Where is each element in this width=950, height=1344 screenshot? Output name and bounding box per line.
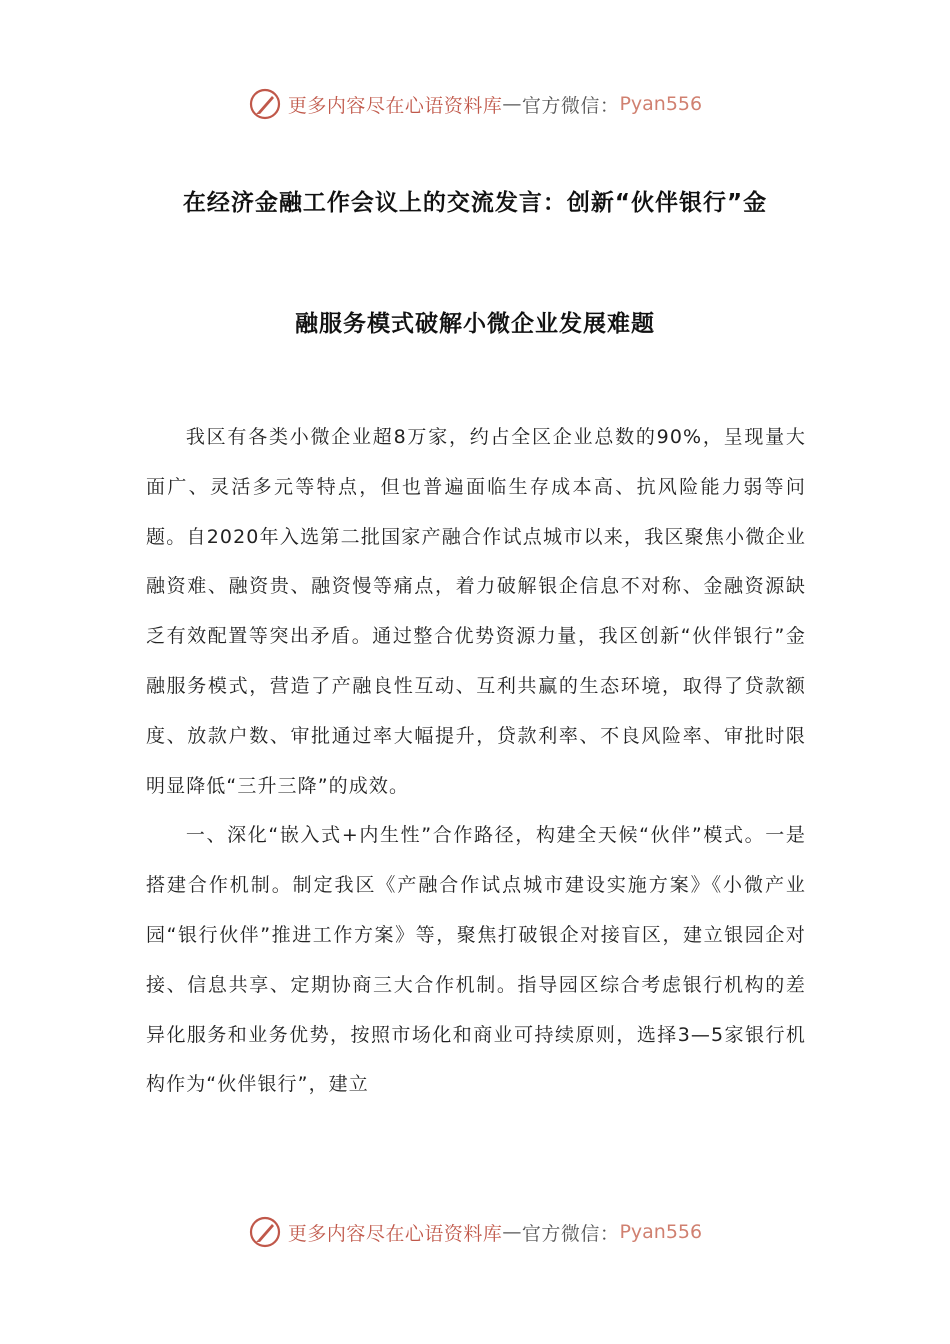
document-title-line-2: 融服务模式破解小微企业发展难题	[295, 311, 655, 337]
watermark-wechat-label: 官方微信：	[521, 1222, 620, 1245]
watermark-separator: —	[502, 93, 522, 115]
watermark-banner-top	[0, 84, 950, 124]
watermark-separator: —	[502, 1221, 522, 1243]
document-body	[146, 413, 806, 1110]
watermark-text: 更多内容尽在心语资料库	[287, 94, 503, 117]
watermark-wechat-id: Pyan556	[619, 1221, 703, 1243]
paragraph-intro: 我区有各类小微企业超8万家，约占全区企业总数的90%，呈现量大面广、灵活多元等特点，但也普遍面临生存成本高、抗风险能力弱等问题。自2020年入选第二批国家产融合作试点城市以来，我区聚焦小微企业融资难、融资贵、融资慢等痛点，着力破解银企信息不对称、金融资源缺乏有效配置等突出矛盾。通过整合优势资源力量，我区创新“伙伴银行”金融服务模式，营造了产融良性互动、互利共赢的生态环境，取得了贷款额度、放款户数、审批通过率大幅提升，贷款利率、不良风险率、审批时限明显降低“三升三降”的成效。	[146, 426, 806, 797]
pen-logo-icon	[248, 1215, 282, 1249]
watermark-wechat-label: 官方微信：	[521, 94, 620, 117]
document-title-line-1: 在经济金融工作会议上的交流发言：创新“伙伴银行”金	[182, 190, 768, 216]
watermark-banner-bottom	[0, 1212, 950, 1252]
watermark-wechat-id: Pyan556	[619, 93, 703, 115]
pen-logo-icon	[248, 87, 282, 121]
watermark-text: 更多内容尽在心语资料库	[287, 1222, 503, 1245]
paragraph-section-1: 一、深化“嵌入式+内生性”合作路径，构建全天候“伙伴”模式。一是搭建合作机制。制定我区《产融合作试点城市建设实施方案》《小微产业园“银行伙伴”推进工作方案》等，聚焦打破银企对接盲区，建立银园企对接、信息共享、定期协商三大合作机制。指导园区综合考虑银行机构的差异化服务和业务优势，按照市场化和商业可持续原则，选择3—5家银行机构作为“伙伴银行”，建立	[146, 824, 806, 1096]
